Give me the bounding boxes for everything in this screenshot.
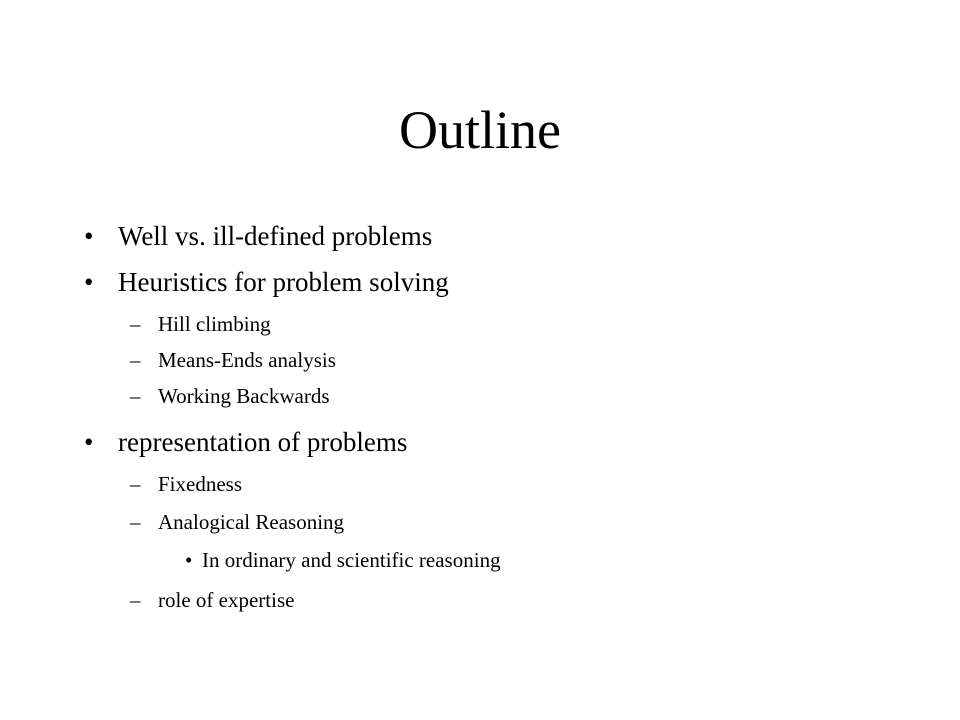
bullet-item	[84, 264, 449, 300]
bullet-item	[84, 218, 433, 254]
sub-bullet-text: Fixedness	[158, 472, 242, 496]
bullet-marker: •	[84, 221, 94, 251]
bullet-item	[84, 424, 408, 460]
sub-bullet-item	[130, 470, 242, 498]
bullet-marker: •	[185, 548, 193, 572]
bullet-marker: •	[84, 427, 94, 457]
dash-marker: –	[130, 588, 141, 612]
sub-bullet-text: Working Backwards	[158, 384, 330, 408]
dash-marker: –	[130, 384, 141, 408]
bullet-text: Well vs. ill-defined problems	[118, 221, 433, 251]
sub-bullet-item	[130, 310, 271, 338]
dash-marker: –	[130, 472, 141, 496]
sub-bullet-item	[130, 346, 336, 374]
bullet-text: representation of problems	[118, 427, 408, 457]
slide-title: Outline	[399, 100, 561, 160]
dash-marker: –	[130, 348, 141, 372]
sub-sub-bullet-item	[185, 546, 501, 574]
sub-bullet-text: Means-Ends analysis	[158, 348, 336, 372]
sub-bullet-item	[130, 382, 330, 410]
bullet-text: Heuristics for problem solving	[118, 267, 449, 297]
dash-marker: –	[130, 510, 141, 534]
sub-bullet-item	[130, 508, 345, 536]
sub-bullet-item	[130, 586, 295, 614]
sub-bullet-text: Hill climbing	[158, 312, 271, 336]
sub-sub-bullet-text: In ordinary and scientific reasoning	[202, 548, 501, 572]
dash-marker: –	[130, 312, 141, 336]
sub-bullet-text: role of expertise	[158, 588, 295, 612]
bullet-marker: •	[84, 267, 94, 297]
sub-bullet-text: Analogical Reasoning	[158, 510, 345, 534]
